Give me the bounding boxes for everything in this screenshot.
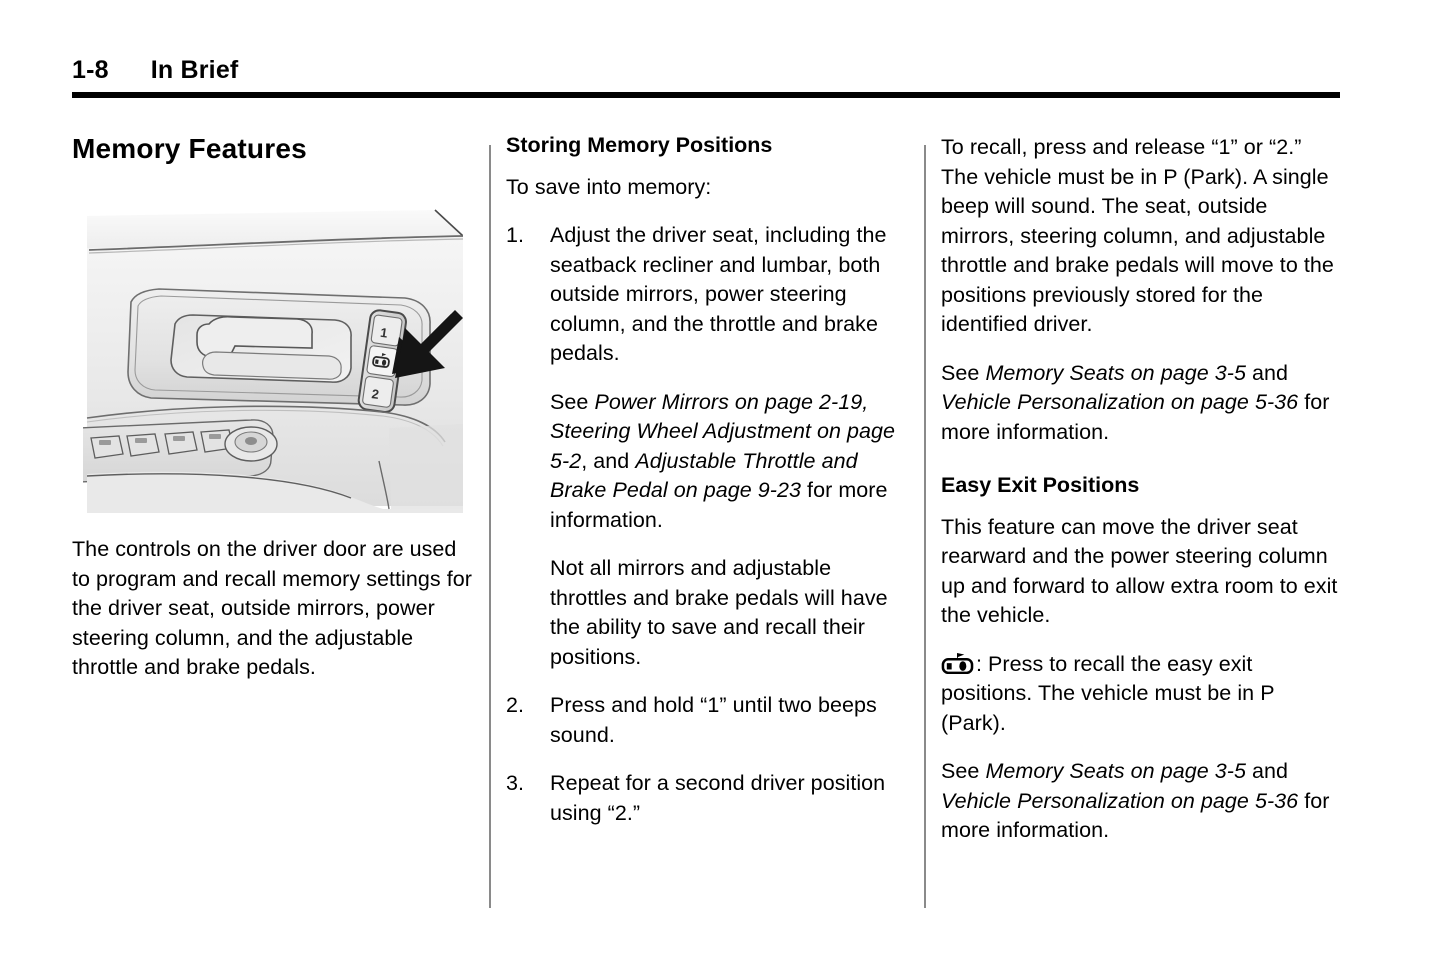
column-middle — [506, 133, 896, 828]
list-item — [506, 221, 896, 672]
column-divider-right — [924, 145, 926, 908]
xref-lead: See — [550, 389, 595, 414]
list-item — [506, 691, 896, 750]
header-rule — [72, 92, 1340, 98]
step-text: Press and hold “1” until two beeps sound. — [550, 693, 877, 747]
list-item — [506, 769, 896, 828]
storing-memory-heading: Storing Memory Positions — [506, 133, 773, 157]
xref-tail: for more information. — [941, 390, 1330, 444]
xref-italic-throttle-brake: Adjustable Throttle and Brake Pedal on page 9-23 — [550, 448, 858, 503]
storing-memory-intro: To save into memory: — [506, 174, 712, 199]
easy-exit-heading: Easy Exit Positions — [941, 473, 1140, 497]
step-text: Adjust the driver seat, including the seatback recliner and lumbar, both outside mirrors, power steering column, and the throttle and brake pedals. — [550, 223, 887, 366]
xref-italic-vehicle-personalization: Vehicle Personalization on page 5-36 — [941, 788, 1299, 813]
list-marker: 2. — [506, 693, 524, 718]
xref-tail: for more information. — [941, 788, 1330, 843]
column-left-text — [72, 535, 472, 683]
column-divider-left — [489, 145, 491, 908]
figure-button-1-label: 1 — [379, 324, 389, 341]
step-note: Not all mirrors and adjustable throttles and brake pedals will have the ability to save and recall their positions. — [550, 556, 888, 669]
section-title: Memory Features — [72, 133, 307, 164]
list-marker: 3. — [506, 771, 524, 796]
page-title: In Brief — [150, 56, 239, 84]
xref-italic-vehicle-personalization: Vehicle Personalization on page 5-36 — [941, 390, 1299, 414]
easy-exit-paragraph: This feature can move the driver seat rearward and the power steering column up and forward to allow extra room to exit the vehicle. — [941, 514, 1338, 628]
crossreference-memory-seats-2 — [941, 757, 1341, 846]
easy-exit-icon — [941, 652, 974, 674]
column-right — [941, 133, 1341, 846]
crossreference-memory-seats-1 — [941, 359, 1341, 448]
xref-lead: See — [941, 759, 986, 784]
xref-mid: and — [1245, 360, 1289, 385]
xref-italic-memory-seats: Memory Seats on page 3-5 — [985, 759, 1246, 784]
column-left — [72, 133, 465, 187]
xref-mid: , and — [581, 448, 636, 473]
xref-italic-memory-seats: Memory Seats on page 3-5 — [985, 360, 1246, 385]
list-marker: 1. — [506, 223, 524, 248]
recall-paragraph: To recall, press and release “1” or “2.” The vehicle must be in P (Park). A single beep will sound. The seat, outside mirrors, steering column, and adjustable throttle and brake pedals will move to the positions previously stored for the identified driver. — [941, 135, 1334, 336]
figure-button-2-label: 2 — [370, 386, 380, 402]
driver-door-controls-illustration — [83, 206, 463, 513]
easy-exit-bullet-text: : Press to recall the easy exit positions. The vehicle must be in P (Park). — [941, 651, 1275, 735]
easy-exit-bullet — [941, 650, 1341, 739]
step-crossreference — [550, 388, 896, 536]
storing-memory-steps — [506, 221, 896, 828]
xref-italic-power-mirrors: Power Mirrors on page 2-19, Steering Wheel Adjustment on page 5-2 — [550, 389, 896, 473]
left-paragraph: The controls on the driver door are used to program and recall memory settings for the driver seat, outside mirrors, power steering column, and the adjustable throttle and brake pedals. — [72, 537, 472, 679]
page-header — [72, 56, 1340, 85]
xref-lead: See — [941, 360, 986, 385]
step-text: Repeat for a second driver position using “2.” — [550, 771, 886, 825]
page-number: 1-8 — [72, 56, 109, 84]
xref-tail: for more information. — [550, 478, 888, 532]
xref-mid: and — [1245, 759, 1289, 784]
